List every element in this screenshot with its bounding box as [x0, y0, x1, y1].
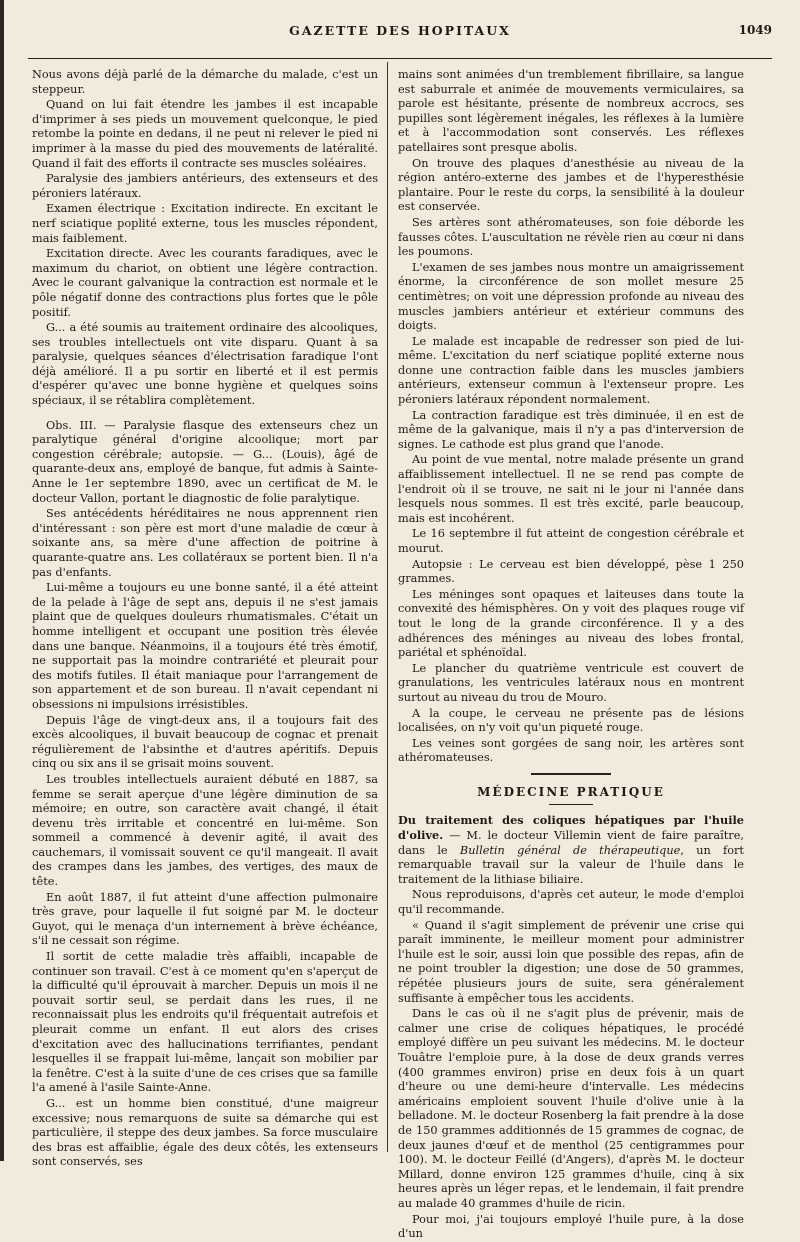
paragraph: Il sortit de cette maladie très affaibli, incapable de continuer son travail. C'est à ce moment qu'en s'aperçut de la difficulté qu'il éprouvait à marcher. Depuis un mois il ne pouvait sortir seul, se perdait dans les rues, il ne reconnaissait plus les endroits qu'il fréquentait autrefois et pleurait comme un enfant. Il eut alors des crises d'excitation avec des hallucinations terrifiantes, pendant lesquelles il se frappait lui-même, lançait son mobilier par la fenêtre. C'est à la suite d'une de ces crises que sa famille l'a amené à l'asile Sainte-Anne.: [32, 950, 378, 1095]
paragraph: En août 1887, il fut atteint d'une affection pulmonaire très grave, pour laquelle il fut soigné par M. le docteur Guyot, qui le menaça d'un internement à brève échéance, s'il ne cessait son régime.: [32, 890, 378, 948]
section-divider: [531, 773, 611, 775]
paragraph: L'examen de ses jambes nous montre un amaigrissement énorme, la circonférence de son mollet mesure 25 centimètres; on voit une dépression profonde au niveau des muscles jambiers antérieur et extérieur communs des doigts.: [398, 260, 744, 333]
section-title-rule: [549, 804, 593, 805]
journal-name: Bulletin général de thérapeutique: [459, 843, 681, 857]
paragraph: Dans le cas où il ne s'agit plus de prévenir, mais de calmer une crise de coliques hépatiques, le procédé employé diffère un peu suivant les médecins. M. le docteur Touâtre l'emploie pure, à la dose de deux grands verres (400 grammes environ) prise en deux fois à un quart d'heure ou une demi-heure d'intervalle. Les médecins américains emploient souvent l'huile d'olive unie à la belladone. M. le docteur Rosenberg la fait prendre à la dose de 150 grammes additionnés de 15 grammes de cognac, de deux jaunes d'œuf et de menthol (25 centigrammes pour 100). M. le docteur Feillé (d'Angers), d'après M. le docteur Millard, donne environ 125 grammes d'huile, cinq à six heures après un léger repas, et le lendemain, il fait prendre au malade 40 grammes d'huile de ricin.: [398, 1007, 744, 1210]
paragraph: Le malade est incapable de redresser son pied de lui-même. L'excitation du nerf sciatique poplité externe nous donne une contraction faible dans les muscles jambiers antérieurs, extenseur commun à l'extenseur propre. Les péroniers latéraux répondent normalement.: [398, 334, 744, 407]
page-number: 1049: [738, 23, 772, 37]
paragraph: mains sont animées d'un tremblement fibrillaire, sa langue est saburrale et animée de mouvements vermiculaires, sa parole est hésitante, présente de nombreux accrocs, ses pupilles sont légèrement inégales, les réflexes à la lumière et à l'accommodation sont conservés. Les réflexes patellaires sont presque abolis.: [398, 68, 744, 154]
paragraph: Au point de vue mental, notre malade présente un grand affaiblissement intellectuel. Il ne se rend pas compte de l'endroit où il se trouve, ne sait ni le jour ni l'année dans lesquels nous sommes. Il est très excité, parle beaucoup, mais est incohérent.: [398, 453, 744, 525]
column-divider: [387, 62, 388, 1152]
paragraph: G... a été soumis au traitement ordinaire des alcooliques, ses troubles intellectuels ont vite disparu. Quant à sa paralysie, quelques séances d'électrisation faradique l'ont déjà amélioré. Il a pu sortir en liberté et il est permis d'espérer qu'avec une bonne hygiène et quelques soins spéciaux, il se rétablira complètement.: [32, 321, 378, 408]
paragraph: Depuis l'âge de vingt-deux ans, il a toujours fait des excès alcooliques, il buvait beaucoup de cognac et prenait régulièrement de l'absinthe et d'autres apéritifs. Depuis cinq ou six ans il se grisait moins souvent.: [32, 713, 378, 771]
paragraph: Quand on lui fait étendre les jambes il est incapable d'imprimer à ses pieds un mouvement quelconque, le pied retombe la pointe en dedans, il ne peut ni relever le pied ni imprimer à la masse du pied des mouvements de latéralité. Quand il fait des efforts il contracte ses muscles soléaires.: [32, 98, 378, 170]
observation-heading: Obs. III. — Paralysie flasque des extenseurs chez un paralytique général d'origine alcoolique; mort par congestion cérébrale; autopsie. — G... (Louis), âgé de quarante-deux ans, employé de banque, fut admis à Sainte-Anne le 1er septembre 1890, avec un certificat de M. le docteur Vallon, portant le diagnostic de folie paralytique.: [32, 418, 378, 505]
right-column: [398, 68, 744, 1242]
paragraph: Le plancher du quatrième ventricule est couvert de granulations, les ventricules latéraux nous en montrent surtout au niveau du trou de Mouro.: [398, 661, 744, 704]
article-intro: [398, 813, 744, 888]
article-intro-text: — M. le docteur Villemin vient de faire paraître, dans le: [398, 829, 744, 857]
header-rule: [28, 58, 772, 59]
paragraph: Excitation directe. Avec les courants faradiques, avec le maximum du chariot, on obtient une légère contraction. Avec le courant galvanique la contraction est normale et le pôle négatif donne des contractions plus fortes que le pôle positif.: [32, 247, 378, 319]
paragraph: Autopsie : Le cerveau est bien développé, pèse 1 250 grammes.: [398, 557, 744, 586]
paragraph: Nous reproduisons, d'après cet auteur, le mode d'emploi qu'il recommande.: [398, 888, 744, 917]
paragraph: Les méninges sont opaques et laiteuses dans toute la convexité des hémisphères. On y voit des plaques rouge vif tout le long de la grande circonférence. Il y a des adhérences des méninges au niveau des lobes frontal, pariétal et sphénoïdal.: [398, 587, 744, 660]
paragraph: Nous avons déjà parlé de la démarche du malade, c'est un steppeur.: [32, 68, 378, 96]
article-title: Du traitement des coliques hépatiques par l'huile d'olive.: [398, 812, 744, 843]
section-title: MÉDECINE PRATIQUE: [477, 784, 665, 799]
paragraph: Paralysie des jambiers antérieurs, des extenseurs et des péroniers latéraux.: [32, 172, 378, 200]
page-header: [28, 23, 772, 43]
paragraph: « Quand il s'agit simplement de prévenir une crise qui paraît imminente, le meilleur moment pour administrer l'huile est le soir, aussi loin que possible des repas, afin de ne point troubler la digestion; une dose de 50 grammes, répétée plusieurs jours de suite, sera généralement suffisante à empêcher tous les accidents.: [398, 918, 744, 1005]
article-intro-end: , un fort remarquable travail sur la valeur de l'huile dans le traitement de la lithiase biliaire.: [398, 843, 744, 886]
binding-edge: [0, 0, 4, 1161]
paragraph: G... est un homme bien constitué, d'une maigreur excessive; nous remarquons de suite sa démarche qui est particulière, il steppe des deux jambes. Sa force musculaire des bras est affaiblie, égale des deux côtés, les extenseurs sont conservés, ses: [32, 1096, 378, 1169]
paragraph: A la coupe, le cerveau ne présente pas de lésions localisées, on n'y voit qu'un piqueté rouge.: [398, 706, 744, 735]
paragraph: Le 16 septembre il fut atteint de congestion cérébrale et mourut.: [398, 527, 744, 555]
paragraph: Ses artères sont athéromateuses, son foie déborde les fausses côtes. L'auscultation ne révèle rien au cœur ni dans les poumons.: [398, 215, 744, 259]
left-column: [32, 68, 378, 1170]
paragraph: Examen électrique : Excitation indirecte. En excitant le nerf sciatique poplité externe, tous les muscles répondent, mais faiblement.: [32, 202, 378, 245]
paragraph: La contraction faradique est très diminuée, il en est de même de la galvanique, mais il n'y a pas d'interversion de signes. Le cathode est plus grand que l'anode.: [398, 408, 744, 451]
journal-title: GAZETTE DES HOPITAUX: [289, 23, 511, 38]
paragraph: On trouve des plaques d'anesthésie au niveau de la région antéro-externe des jambes et de l'hyperesthésie plantaire. Pour le reste du corps, la sensibilité à la douleur est conservée.: [398, 156, 744, 214]
paragraph: Ses antécédents héréditaires ne nous apprennent rien d'intéressant : son père est mort d'une maladie de cœur à soixante ans, sa mère d'une affection de poitrine à quarante-quatre ans. Les collatéraux se portent bien. Il n'a pas d'enfants.: [32, 507, 378, 579]
paragraph: Les veines sont gorgées de sang noir, les artères sont athéromateuses.: [398, 736, 744, 765]
paragraph: Pour moi, j'ai toujours employé l'huile pure, à la dose d'un: [398, 1212, 744, 1241]
paragraph: Lui-même a toujours eu une bonne santé, il a été atteint de la pelade à l'âge de sept ans, depuis il ne s'est jamais plaint que de quelques douleurs rhumatismales. C'était un homme intelligent et occupant une position très élevée dans une banque. Néanmoins, il a toujours été très émotif, ne supportait pas la moindre contrariété et pleurait pour des motifs futiles. Il était maniaque pour l'arrangement de son appartement et de son bureau. Il n'avait cependant ni obsessions ni impulsions irrésistibles.: [32, 581, 378, 711]
paragraph: Les troubles intellectuels auraient débuté en 1887, sa femme se serait aperçue d'une légère diminution de sa mémoire; en outre, son caractère avait changé, il était devenu très irritable et concentré en lui-même. Son sommeil a commencé à devenir agité, il avait des cauchemars, il vomissait souvent ce qu'il mangeait. Il avait des crampes dans les jambes, des vertiges, des maux de tête.: [32, 772, 378, 889]
